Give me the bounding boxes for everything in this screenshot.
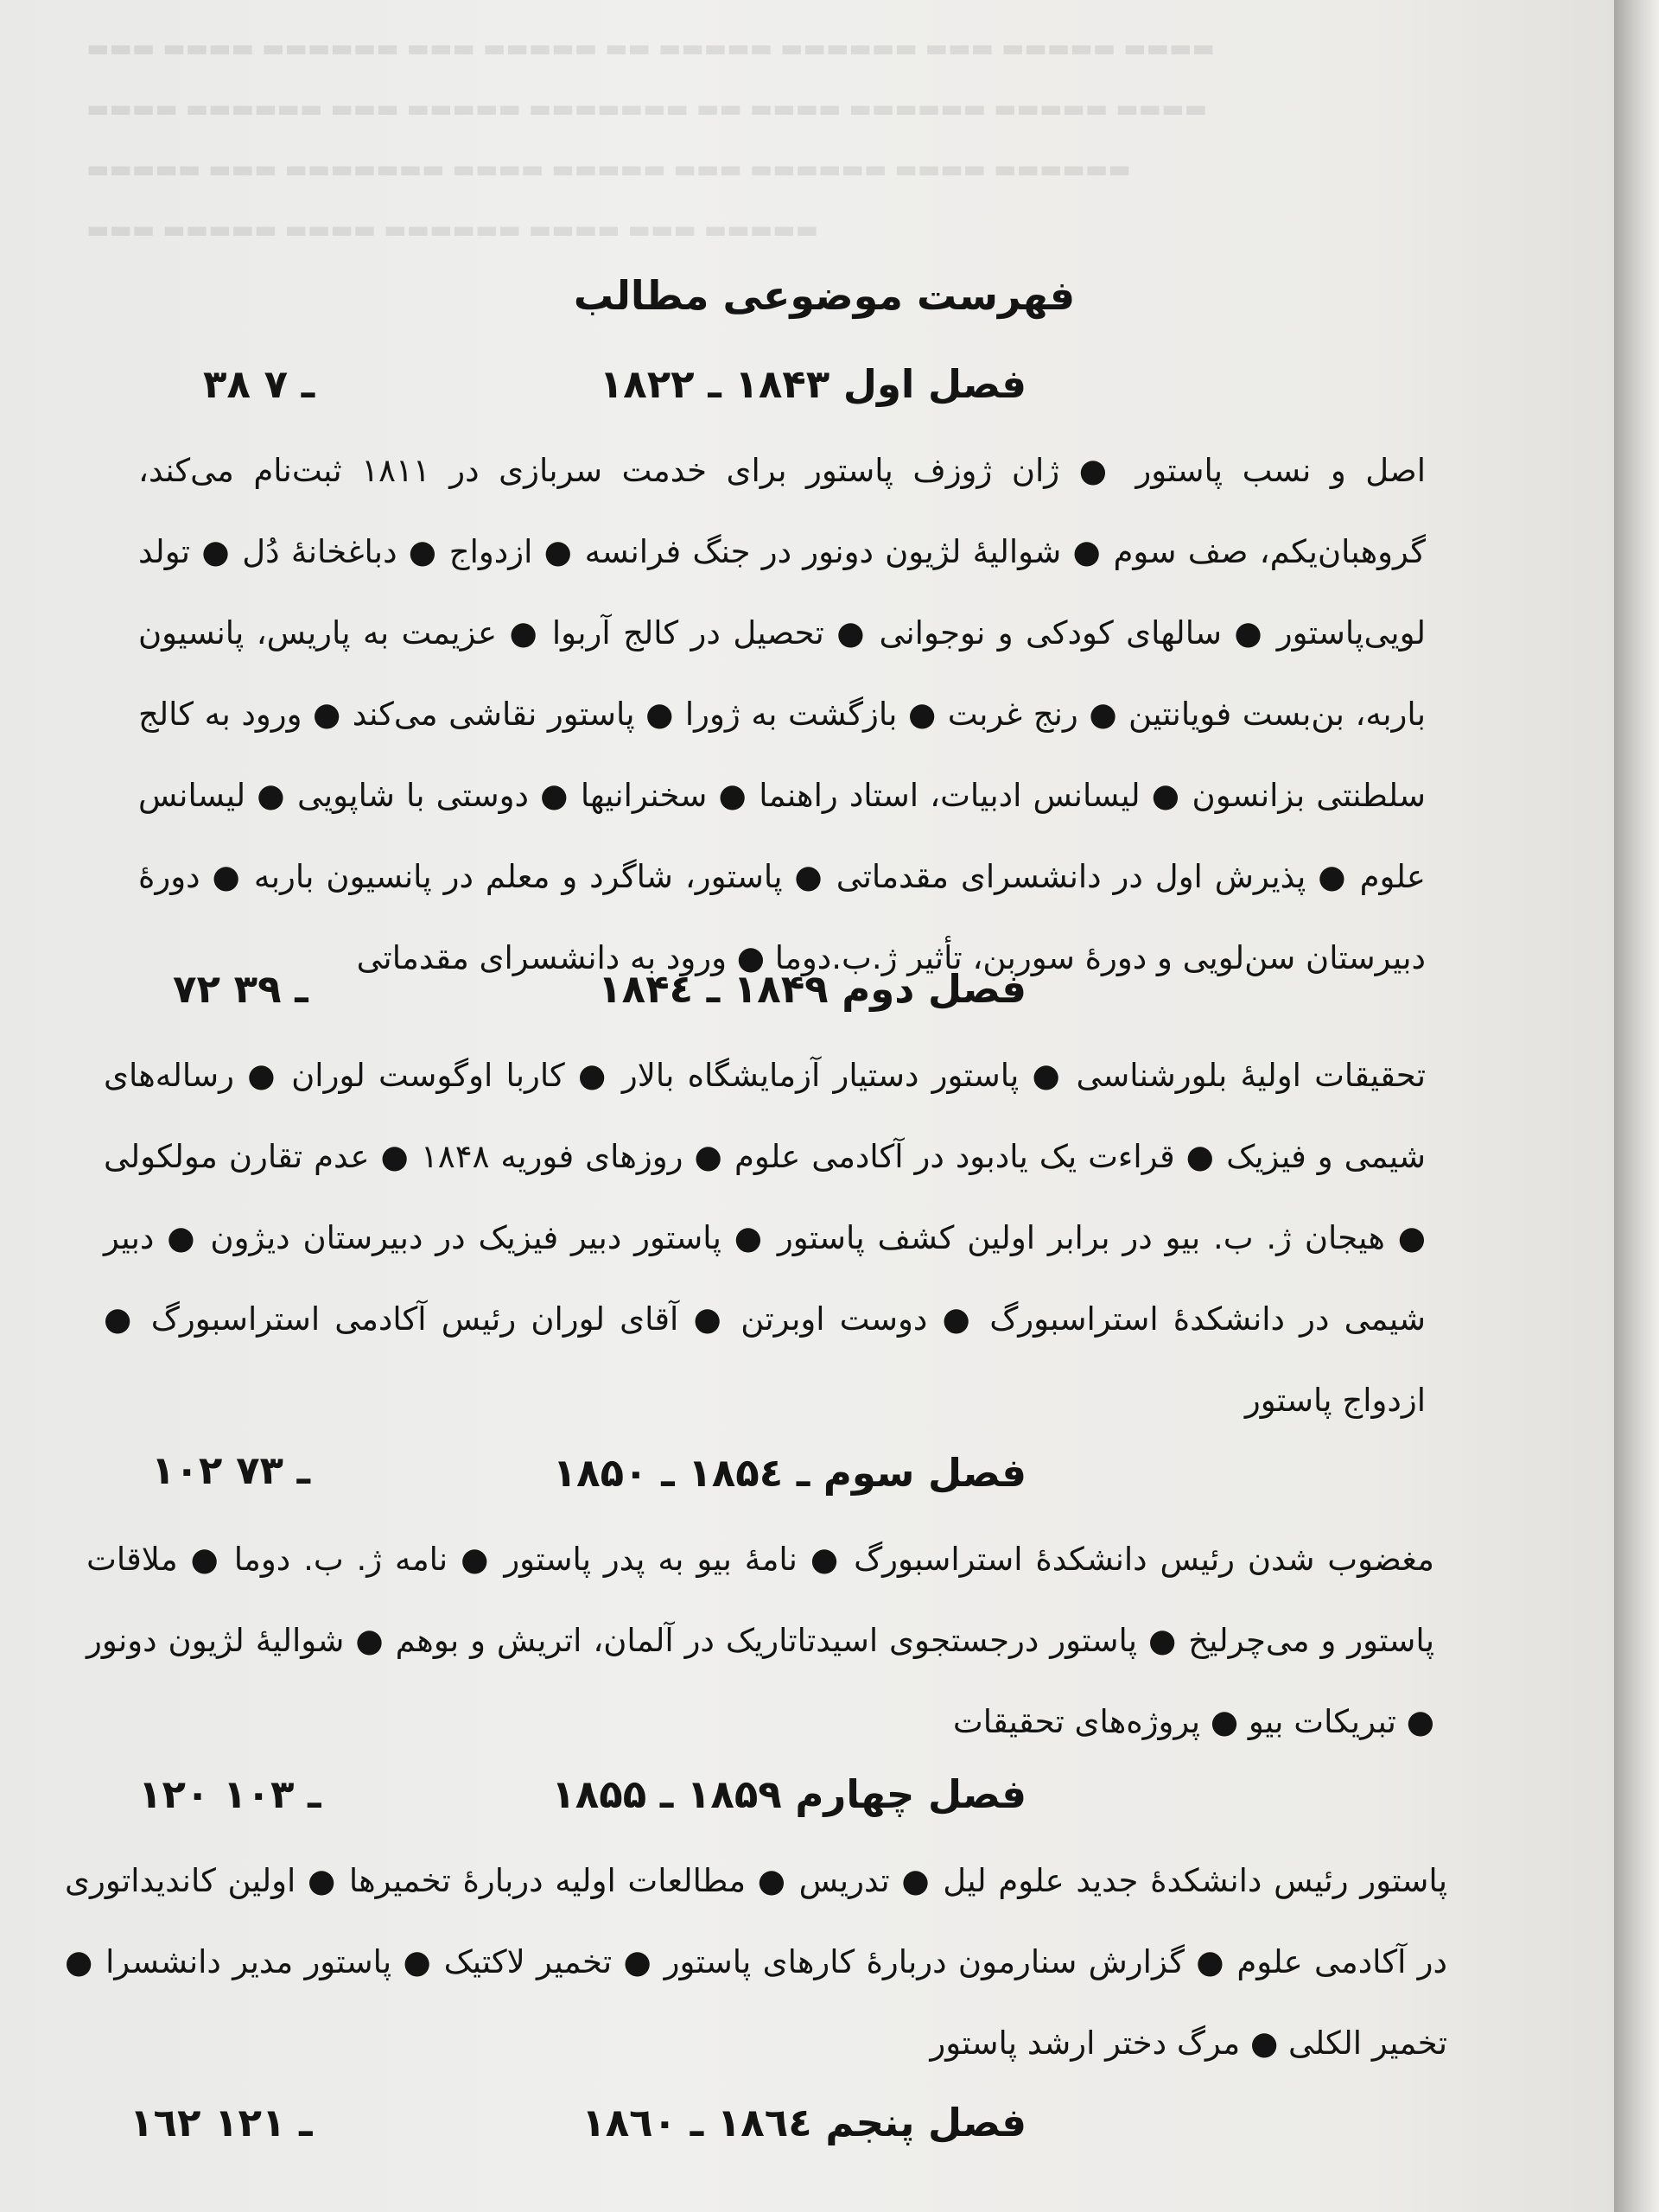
chapter-2-pages: ۷۲ ـ ۳۹ <box>173 966 308 1012</box>
chapter-4-topics: پاستور رئیس دانشکدهٔ جدید علوم لیل ● تدریس ● مطالعات اولیه دربارهٔ تخمیرها ● اولین کاندیداتوری در آکادمی علوم ● گزارش سنارمون دربارهٔ کارهای پاستور ● تخمیر لاکتیک ● پاستور مدیر دانشسرا ● تخمیر الکلی ● مرگ دختر ارشد پاستور <box>65 1862 1447 2062</box>
chapter-4-pages: ۱۲۰ ـ ۱۰۳ <box>138 1771 321 1817</box>
chapter-2-topics: تحقیقات اولیهٔ بلورشناسی ● پاستور دستیار آزمایشگاه بالار ● کاربا اوگوست لوران ● رساله‌های شیمی و فیزیک ● قراءت یک یادبود در آکادمی علوم ● روزهای فوریه ۱۸۴۸ ● عدم تقارن مولکولی ● هیجان ژ. ب. بیو در برابر اولین کشف پاستور ● پاستور دبیر فیزیک در دبیرستان دیژون ● دبیر شیمی در دانشکدهٔ استراسبورگ ● دوست اوبرتن ● آقای لوران رئیس آکادمی استراسبورگ ● ازدواج پاستور <box>104 1057 1426 1419</box>
chapter-1-title: فصل اول ۱۸۴۳ ـ ۱۸۲۲ <box>599 361 1027 407</box>
chapter-2-title: فصل دوم ۱۸۴۹ ـ ۱۸۴٤ <box>598 966 1027 1012</box>
chapter-1-pages: ۳۸ ـ ۷ <box>203 361 315 407</box>
book-spine-shadow <box>1614 0 1659 2212</box>
chapter-4-title: فصل چهارم ۱۸۵۹ ـ ۱۸۵۵ <box>551 1771 1027 1817</box>
chapter-3-pages: ۱۰۲ ـ ۷۳ <box>151 1447 311 1493</box>
chapter-5-pages: ۱٦۲ ـ ۱۲۱ <box>130 2100 313 2145</box>
page-title: فهرست موضوعی مطالب <box>573 272 1076 319</box>
chapter-5-title: فصل پنجم ۱۸٦٤ ـ ۱۸٦۰ <box>582 2100 1027 2145</box>
chapter-3-topics: مغضوب شدن رئیس دانشکدهٔ استراسبورگ ● نامهٔ بیو به پدر پاستور ● نامه ژ. ب. دوما ● ملاقات پاستور و می‌چرلیخ ● پاستور درجستجوی اسیدتاتاریک در آلمان، اتریش و بوهم ● شوالیهٔ لژیون دونور ● تبریکات بیو ● پروژه‌های تحقیقات <box>86 1541 1434 1740</box>
chapter-3-title: فصل سوم ـ ۱۸۵٤ ـ ۱۸۵۰ <box>552 1450 1027 1496</box>
chapter-1-topics: اصل و نسب پاستور ● ژان ژوزف پاستور برای خدمت سربازی در ۱۸۱۱ ثبت‌نام می‌کند، گروهبان‌یکم، صف سوم ● شوالیهٔ لژیون دونور در جنگ فرانسه ● ازدواج ● دباغخانهٔ دُل ● تولد لویی‌پاستور ● سالهای کودکی و نوجوانی ● تحصیل در کالج آربوا ● عزیمت به پاریس، پانسیون باربه، بن‌بست فویانتین ● رنج غربت ● بازگشت به ژورا ● پاستور نقاشی می‌کند ● ورود به کالج سلطنتی بزانسون ● لیسانس ادبیات، استاد راهنما ● سخنرانیها ● دوستی با شاپویی ● لیسانس علوم ● پذیرش اول در دانشسرای مقدماتی ● پاستور، شاگرد و معلم در پانسیون باربه ● دورهٔ دبیرستان سن‌لویی و دورهٔ سوربن، تأثیر ژ.ب.دوما ● ورود به دانشسرای مقدماتی <box>138 452 1426 976</box>
